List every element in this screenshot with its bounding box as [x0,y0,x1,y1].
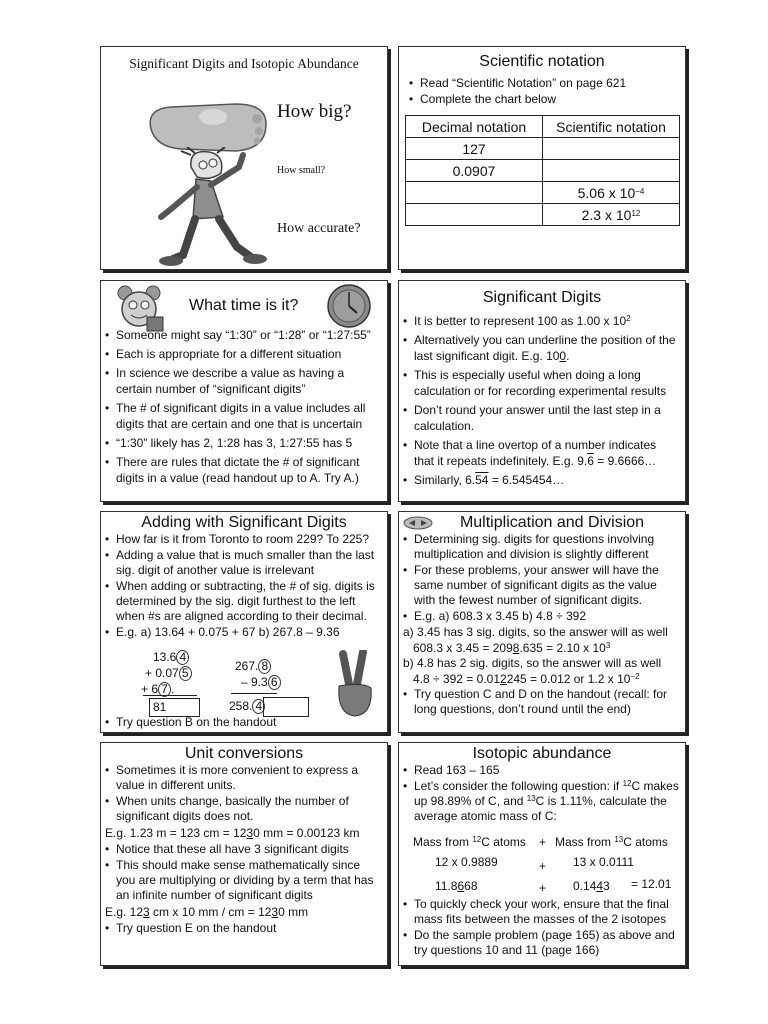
list-item: • Note that a line overtop of a number indicates that it repeats indefinitely. E.g. 9.6 = 9.6666… [403,437,679,469]
list-item: • The # of significant digits in a value includes all digits that are certain and one that is uncertain [105,400,381,432]
panel-title: Significant Digits [482,289,602,306]
plus-sign: + [539,859,547,873]
list-item: • There are rules that dictate the # of significant digits in a value (read handout up to A. Try A.) [105,454,381,486]
panel-isotopic-abundance [398,742,686,966]
list-item: • Let’s consider the following question: if $^{12}$C makes up 98.89% of C, and $^{13}$C is 1.11%, calculate the average atomic mass of C: [403,779,679,824]
line-b: b) 4.8 has 2 sig. digits, so the answer will as well [403,656,662,670]
bullet-list [399,532,685,624]
bullet-list [399,75,685,107]
calc-12c: 12 x 0.9889 [435,855,498,869]
arrows-icon [403,516,433,530]
table-cell-empty [543,160,680,182]
panel-title-slide [100,46,388,270]
bullet-list [101,327,387,489]
how-small-text: How small? [277,165,326,176]
table-row [406,204,680,226]
bullet-list [399,763,685,824]
panel-adding [100,511,388,733]
answer-box-b: 258. 4 [229,698,277,715]
list-item: • E.g. a) 13.64 + 0.075 + 67 b) 267.8 – 9.36 [105,625,381,640]
plus-sign: + [539,835,547,849]
panel-significant-digits [398,280,686,502]
list-item: • Determining sig. digits for questions involving multiplication and division is slightly different [403,532,679,562]
table-cell: 2.3 x $10^{12}$ [543,204,680,226]
table-header-cell: Decimal notation [406,116,543,138]
sum-line-b [231,693,277,694]
clock-icon [325,283,373,329]
notation-table [405,115,680,226]
panel-title: Adding with Significant Digits [141,514,347,531]
table-row [406,138,680,160]
list-item: • Sometimes it is more convenient to express a value in different units. [105,763,381,793]
table-cell: 127 [406,138,543,160]
table-header-cell: Scientific notation [543,116,680,138]
table-cell-empty [543,138,680,160]
panel-title: Multiplication and Division [459,514,645,531]
line-a: a) 3.45 has 3 sig. digits, so the answer will as well [403,625,668,639]
bullet-list-last [101,714,282,733]
list-item: • When units change, basically the number of significant digits does not. [105,794,381,824]
list-item: • Alternatively you can underline the position of the last significant digit. E.g. 100. [403,332,679,364]
list-item: • It is better to represent 100 as 1.00 x $10^2$ [403,313,679,329]
bullet-list-2 [101,842,387,903]
subtraction-b: 267. 8 – 9.3 6 [235,658,281,690]
total-mass: = 12.01 [631,877,672,891]
list-item: • “1:30” likely has 2, 1:28 has 3, 1:27:55 has 5 [105,435,381,451]
list-item: • Adding a value that is much smaller than the last sig. digit of another value is irrelevant [105,548,381,578]
table-row [406,160,680,182]
how-accurate-text: How accurate? [277,221,361,236]
table-cell: 5.06 x $10^{-4}$ [543,182,680,204]
bullet-list [101,763,387,824]
mass-header-13c: Mass from $^{13}$C atoms [555,835,668,849]
list-item: • Try question C and D on the handout (recall: for long questions, don’t round until the end) [403,687,679,717]
bullet-list [399,313,685,488]
panel-mult-div [398,511,686,733]
list-item: • Read 163 – 165 [403,763,679,778]
result-13c: 0.1443 [573,879,610,893]
example-2: E.g. 123 cm x 10 mm / cm = 1230 mm [105,905,309,919]
bullet-list [101,532,387,640]
table-row [406,182,680,204]
list-item: • Each is appropriate for a different situation [105,346,381,362]
line-b-calc: 4.8 ÷ 392 = 0.012245 = 0.012 or 1.2 x $10^{-2}$ [413,672,640,686]
peace-hand-icon [333,650,377,720]
list-item: • Read “Scientific Notation” on page 621 [409,75,679,91]
list-item: • For these problems, your answer will have the same number of significant digits as the value with the fewest number of significant digits. [403,563,679,608]
how-big-text: How big? [277,101,352,122]
list-item: • In science we describe a value as having a certain number of “significant digits” [105,365,381,397]
bullet-list-2 [399,897,685,961]
table-cell-empty [406,182,543,204]
list-item: • Do the sample problem (page 165) as above and try questions 10 and 11 (page 166) [403,928,679,958]
list-item: • Complete the chart below [409,91,679,107]
table-header-row [406,116,680,138]
panel-unit-conversions [100,742,388,966]
list-item: • This is especially useful when doing a long calculation or for recording experimental results [403,367,679,399]
list-item: • How far is it from Toronto to room 229? To 225? [105,532,381,547]
cartoon-person-illustration [151,147,271,269]
slide-title: Significant Digits and Isotopic Abundance [129,56,359,71]
plus-sign: + [539,881,547,895]
answer-box-a: 81 [149,698,200,717]
panel-what-time [100,280,388,502]
panel-title: Scientific notation [479,53,605,70]
calc-13c: 13 x 0.0111 [573,855,634,869]
list-item: • Similarly, 6.54 = 6.545454… [403,472,679,488]
mass-header-12c: Mass from $^{12}$C atoms [413,835,526,849]
example-1: E.g. 1.23 m = 123 cm = 1230 mm = 0.00123 km [105,826,360,840]
addition-a: 13.6 4 + 0.07 5 + 6 7 . [141,649,192,697]
list-item: • Notice that these all have 3 significant digits [105,842,381,857]
list-item: • Try question B on the handout [105,714,276,730]
list-item: • Try question E on the handout [105,921,381,936]
bullet-list-last [399,687,685,717]
panel-title: Isotopic abundance [472,745,612,762]
panel-scientific-notation [398,46,686,270]
list-item: • To quickly check your work, ensure that the final mass fits between the masses of the 2 isotopes [403,897,679,927]
table-cell: 0.0907 [406,160,543,182]
sum-line-a [143,695,197,696]
panel-title: Unit conversions [184,745,304,762]
list-item: • Someone might say “1:30” or “1:28” or “1:27:55” [105,327,381,343]
list-item: • When adding or subtracting, the # of sig. digits is determined by the sig. digit furthest to the left when #s are aligned according to their decimal. [105,579,381,624]
result-12c: 11.8668 [435,879,478,893]
line-a-calc: 608.3 x 3.45 = 2098.635 = 2.10 x $10^3$ [413,641,611,655]
panel-title: What time is it? [189,297,299,314]
list-item: • E.g. a) 608.3 x 3.45 b) 4.8 ÷ 392 [403,609,679,624]
list-item: • Don’t round your answer until the last step in a calculation. [403,402,679,434]
list-item: • This should make sense mathematically since you are multiplying or dividing by a term that has an infinite number of significant digits [105,858,381,903]
table-cell-empty [406,204,543,226]
bullet-list-3 [101,921,387,936]
